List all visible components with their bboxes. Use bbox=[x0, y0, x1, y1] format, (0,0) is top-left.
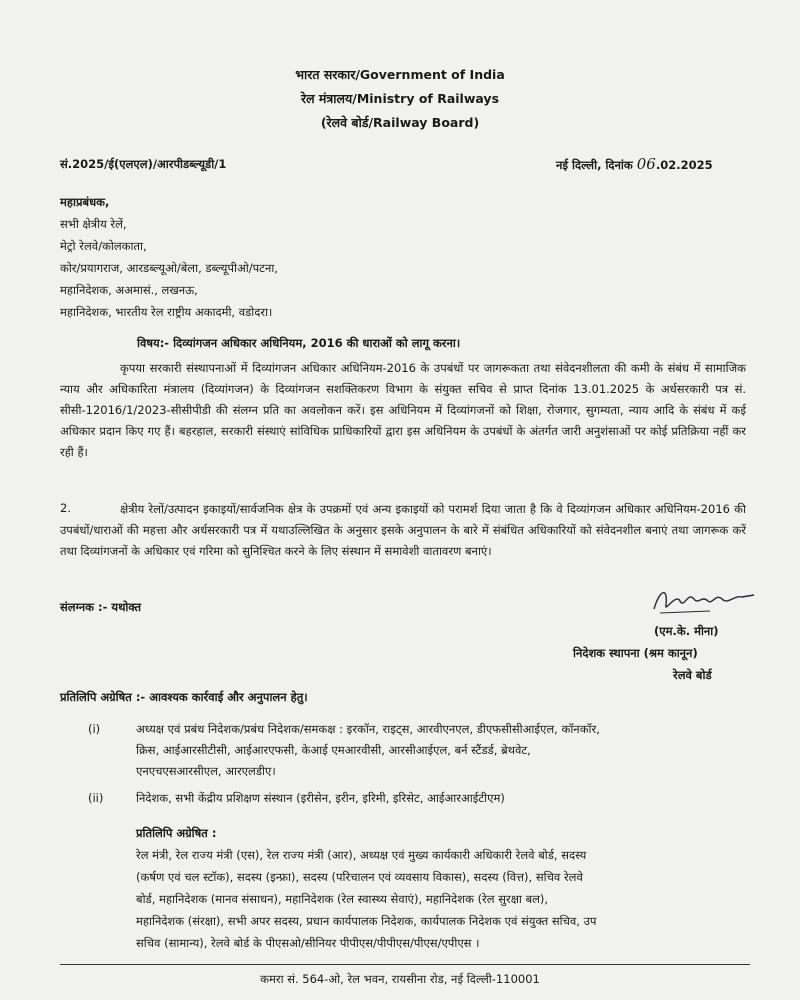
copy-recipients-line: सचिव (सामान्य), रेलवे बोर्ड के पीएसओ/सीनियर पीपीएस/पीपीएस/पीएस/एपीएस । bbox=[136, 936, 480, 950]
addressee-title: महाप्रबंधक, bbox=[60, 195, 110, 209]
date-prefix: नई दिल्ली, दिनांक bbox=[556, 158, 633, 172]
date-month-year: .02.2025 bbox=[655, 158, 713, 172]
copy-item-marker: (ii) bbox=[88, 791, 104, 805]
copy-to-heading-2: प्रतिलिपि अग्रेषित : bbox=[136, 826, 217, 840]
paragraph-2: क्षेत्रीय रेलों/उत्पादन इकाइयों/सार्वजनिक क्षेत्र के उपक्रमों एवं अन्य इकाइयों को परामर्श दिया जाता है कि वे दिव्यांगजन अधिकार अधिनियम-2016 की उपबंधों/धाराओं की महत्ता और अर्धसरकारी पत्र में यथाउल्लिखित के अनुसार इसके अनुपालन के बारे में संबंधित अधिकारियों को संवेदनशील बनाएं तथा जागरूक करें तथा दिव्यांगजनों के अधिकार एवं गरिमा को सुनिश्चित करने के लिए संस्थान में समावेशी वातावरण बनाएं। bbox=[60, 502, 746, 558]
addressee-line: मेट्रो रेलवे/कोलकाता, bbox=[60, 239, 147, 253]
copy-recipients-line: (कर्षण एवं चल स्टॉक), सदस्य (इन्फ्रा), सदस्य (परिचालन एवं व्यवसाय विकास), सदस्य (वित्त), सचिव रेलवे bbox=[136, 870, 583, 884]
header-line-government: भारत सरकार/Government of India bbox=[295, 67, 505, 82]
copy-recipients-line: रेल मंत्री, रेल राज्य मंत्री (एस), रेल राज्य मंत्री (आर), अध्यक्ष एवं मुख्य कार्यकारी अधिकारी रेलवे बोर्ड, सदस्य bbox=[136, 848, 587, 862]
paragraph-2-number: 2. bbox=[60, 501, 71, 515]
signature-scribble bbox=[650, 583, 760, 619]
addressee-line: महानिदेशक, अअमासं., लखनऊ, bbox=[60, 283, 198, 297]
paragraph-1: कृपया सरकारी संस्थापनाओं में दिव्यांगजन अधिकार अधिनियम-2016 के उपबंधों पर जागरूकता तथा संवेदनशीलता की कमी के संबंध में सामाजिक न्याय और अधिकारिता मंत्रालय (दिव्यांगजन) के दिव्यांगजन सशक्तिकरण विभाग के संयुक्त सचिव से प्राप्त दिनांक 13.01.2025 के अर्धसरकारी पत्र सं. सीसी-12016/1/2023-सीसीपीडी की संलग्न प्रति का अवलोकन करें। इस अधिनियम में दिव्यांगजनों को शिक्षा, रोजगार, सुगम्यता, न्याय आदि के संबंध में कई अधिकार प्रदान किए गए हैं। बहरहाल, सरकारी संस्थाएं सांविधिक प्राधिकारियों द्वारा इस अधिनियम के उपबंधों के अंतर्गत जारी अनुशंसाओं पर कोई प्रतिक्रिया नहीं कर रही हैं। bbox=[60, 361, 746, 459]
footer-divider bbox=[60, 964, 750, 965]
addressee-line: महानिदेशक, भारतीय रेल राष्ट्रीय अकादमी, वडोदरा। bbox=[60, 305, 273, 319]
header-line-board: (रेलवे बोर्ड/Railway Board) bbox=[320, 115, 480, 130]
reference-number: सं.2025/ई(एलएल)/आरपीडब्ल्यूडी/1 bbox=[60, 157, 227, 171]
signatory-name: (एम.के. मीना) bbox=[654, 624, 719, 638]
header-line-ministry: रेल मंत्रालय/Ministry of Railways bbox=[300, 91, 500, 106]
addressee-line: कोर/प्रयागराज, आरडब्ल्यूओ/बेला, डब्ल्यूपीओ/पटना, bbox=[60, 261, 278, 275]
copy-recipients-line: बोर्ड, महानिदेशक (मानव संसाधन), महानिदेशक (रेल स्वास्थ्य सेवाएं), महानिदेशक (रेल सुरक्षा बल), bbox=[136, 892, 549, 906]
copy-item-line: क्रिस, आईआरसीटीसी, आईआरएफसी, केआई एमआरवीसी, आरसीआईएल, बर्न स्टैंडर्ड, ब्रेथवेट, bbox=[136, 743, 531, 757]
signatory-designation: निदेशक स्थापना (श्रम कानून) bbox=[573, 646, 698, 660]
copy-recipients-line: महानिदेशक (संरक्षा), सभी अपर सदस्य, प्रधान कार्यपालक निदेशक, कार्यपालक निदेशक एवं संयुक्त सचिव, उप bbox=[136, 914, 597, 928]
addressee-line: सभी क्षेत्रीय रेलें, bbox=[60, 217, 127, 231]
date-day-handwritten: 06 bbox=[636, 155, 656, 173]
enclosure-note: संलग्नक :- यथोक्त bbox=[60, 600, 142, 614]
copy-item-marker: (i) bbox=[88, 722, 101, 736]
footer-address: कमरा सं. 564-ओ, रेल भवन, रायसीना रोड, नई दिल्ली-110001 bbox=[260, 972, 540, 986]
copy-item-line: अध्यक्ष एवं प्रबंध निदेशक/प्रबंध निदेशक/समकक्ष : इरकॉन, राइट्स, आरवीएनएल, डीएफसीसीआईएल, कॉनकॉर, bbox=[136, 722, 600, 736]
signatory-office: रेलवे बोर्ड bbox=[673, 668, 712, 682]
copy-to-heading: प्रतिलिपि अग्रेषित :- आवश्यक कार्रवाई और अनुपालन हेतु। bbox=[60, 690, 308, 704]
subject-line: विषय:- दिव्यांगजन अधिकार अधिनियम, 2016 की धाराओं को लागू करना। bbox=[137, 336, 461, 350]
copy-item-line: निदेशक, सभी केंद्रीय प्रशिक्षण संस्थान (इरीसेन, इरीन, इरिमी, इरिसेट, आईआरआईटीएम) bbox=[136, 791, 505, 805]
letter-date bbox=[556, 155, 713, 173]
copy-item-line: एनएचएसआरसीएल, आरएलडीए। bbox=[136, 764, 276, 778]
